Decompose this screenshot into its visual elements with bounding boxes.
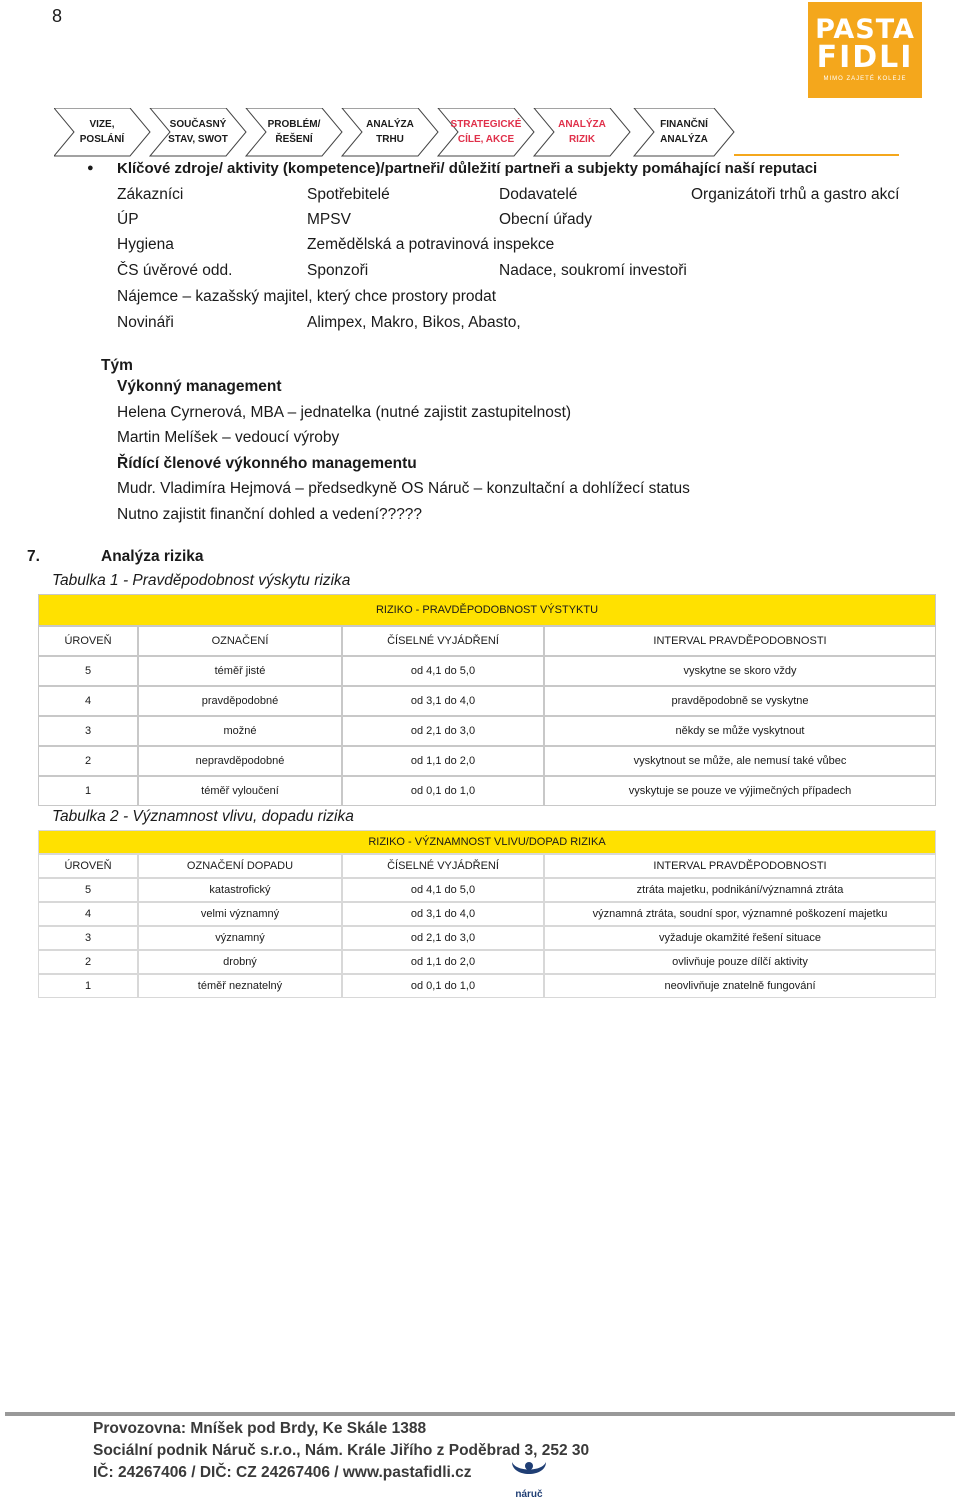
nav-step-financni-analyza[interactable] xyxy=(644,108,724,156)
footer-address-2: Sociální podnik Náruč s.r.o., Nám. Krále Jiřího z Poděbrad 3, 252 30 xyxy=(93,1442,590,1459)
partner-cell: Novináři xyxy=(117,314,174,331)
table-row xyxy=(38,686,936,716)
table-cell: 3 xyxy=(38,926,138,950)
table-cell: nepravděpodobné xyxy=(138,746,342,776)
partner-cell: ÚP xyxy=(117,211,139,228)
table-cell: od 4,1 do 5,0 xyxy=(342,878,544,902)
partner-cell: Zemědělská a potravinová inspekce xyxy=(307,236,555,253)
exec-management-title: Výkonný management xyxy=(117,378,282,395)
partner-cell: Hygiena xyxy=(117,236,174,253)
table-row xyxy=(38,974,936,998)
table-cell: od 0,1 do 1,0 xyxy=(342,776,544,806)
nav-step-strategicke-cile-line2: CÍLE, AKCE xyxy=(457,134,515,145)
nav-step-problem-line1: PROBLÉM/ xyxy=(267,119,321,130)
table-cell: od 3,1 do 4,0 xyxy=(342,902,544,926)
nav-step-strategicke-cile-line1: STRATEGICKÉ xyxy=(450,119,522,130)
nav-step-analyza-trhu[interactable] xyxy=(350,108,430,156)
table-cell: pravděpodobné xyxy=(138,686,342,716)
team-title: Tým xyxy=(101,357,133,374)
page-number: 8 xyxy=(52,6,63,26)
table-cell: vyskytuje se pouze ve výjimečných případech xyxy=(544,776,936,806)
nav-step-analyza-rizik-line2: RIZIK xyxy=(568,134,596,145)
table-cell: drobný xyxy=(138,950,342,974)
nav-step-analyza-trhu-line2: TRHU xyxy=(376,134,404,145)
logo-tagline: MIMO ZAJETÉ KOLEJE xyxy=(823,76,907,82)
table-cell: 2 xyxy=(38,746,138,776)
exec-member: Martin Melíšek – vedoucí výroby xyxy=(117,429,340,446)
nav-step-vize-line1: VIZE, xyxy=(89,119,115,130)
column-header: OZNAČENÍ DOPADU xyxy=(138,854,342,878)
logo-line-1: PASTA xyxy=(815,14,915,45)
footer-ids: IČ: 24267406 / DIČ: CZ 24267406 / www.pastafidli.cz xyxy=(93,1464,472,1481)
impact-table xyxy=(38,830,936,998)
column-header: ÚROVEŇ xyxy=(38,854,138,878)
column-header: ČÍSELNÉ VYJÁDŘENÍ xyxy=(342,854,544,878)
nav-step-problem[interactable] xyxy=(254,108,334,156)
board-member: Mudr. Vladimíra Hejmová – předsedkyně OS Náruč – konzultační a dohlížecí status xyxy=(117,480,690,497)
partner-cell: Dodavatelé xyxy=(499,186,578,203)
column-header: OZNAČENÍ xyxy=(138,626,342,656)
board-title: Řídící členové výkonného managementu xyxy=(117,455,417,472)
column-header: ČÍSELNÉ VYJÁDŘENÍ xyxy=(342,626,544,656)
table-cell: 5 xyxy=(38,656,138,686)
table-row xyxy=(38,776,936,806)
table-cell: významná ztráta, soudní spor, významné poškození majetku xyxy=(544,902,936,926)
column-header: INTERVAL PRAVDĚPODOBNOSTI xyxy=(544,626,936,656)
table-row xyxy=(38,902,936,926)
table-cell: 4 xyxy=(38,686,138,716)
partner-cell: Zákazníci xyxy=(117,186,184,203)
table-cell: vyžaduje okamžité řešení situace xyxy=(544,926,936,950)
partners-heading: Klíčové zdroje/ aktivity (kompetence)/partneři/ důležití partneři a subjekty pomáhající naší reputaci xyxy=(117,160,818,177)
table-cell: katastrofický xyxy=(138,878,342,902)
column-header: INTERVAL PRAVDĚPODOBNOSTI xyxy=(544,854,936,878)
board-note: Nutno zajistit finanční dohled a vedení????? xyxy=(117,506,423,523)
nav-step-analyza-rizik[interactable] xyxy=(542,108,622,156)
table-cell: od 1,1 do 2,0 xyxy=(342,746,544,776)
table-cell: velmi významný xyxy=(138,902,342,926)
nav-step-vize-line2: POSLÁNÍ xyxy=(79,134,125,145)
exec-member: Helena Cyrnerová, MBA – jednatelka (nutné zajistit zastupitelnost) xyxy=(117,404,572,421)
table-cell: 1 xyxy=(38,776,138,806)
footer-divider xyxy=(5,1412,955,1416)
nav-step-analyza-trhu-line1: ANALÝZA xyxy=(366,119,414,130)
table2-caption: Tabulka 2 - Významnost vlivu, dopadu rizika xyxy=(52,808,354,825)
partner-najemce: Nájemce – kazašský majitel, který chce prostory prodat xyxy=(117,288,497,305)
table-cell: od 2,1 do 3,0 xyxy=(342,926,544,950)
nav-step-soucasny-stav-line1: SOUČASNÝ xyxy=(169,119,227,130)
table-cell: od 3,1 do 4,0 xyxy=(342,686,544,716)
table-row xyxy=(38,746,936,776)
table-header: RIZIKO - PRAVDĚPODOBNOST VÝSTYKTU xyxy=(38,594,936,626)
nav-step-analyza-rizik-line1: ANALÝZA xyxy=(558,119,606,130)
table-cell: téměř neznatelný xyxy=(138,974,342,998)
table-cell: 4 xyxy=(38,902,138,926)
table-cell: téměř vyloučení xyxy=(138,776,342,806)
naruc-logo-text: náruč xyxy=(515,1489,543,1500)
table-cell: 5 xyxy=(38,878,138,902)
naruc-logo-icon xyxy=(508,1460,550,1500)
footer-address-1: Provozovna: Mníšek pod Brdy, Ke Skále 1388 xyxy=(93,1420,427,1437)
table-cell: 2 xyxy=(38,950,138,974)
partner-cell: Sponzoři xyxy=(307,262,369,279)
logo-line-2: FIDLI xyxy=(816,40,914,75)
nav-step-soucasny-stav-line2: STAV, SWOT xyxy=(168,134,228,145)
table-cell: téměř jisté xyxy=(138,656,342,686)
table-cell: vyskytne se skoro vždy xyxy=(544,656,936,686)
partner-cell: Alimpex, Makro, Bikos, Abasto, xyxy=(307,314,521,331)
section-number: 7. xyxy=(27,548,40,565)
table-cell: možné xyxy=(138,716,342,746)
table-cell: 3 xyxy=(38,716,138,746)
table-cell: vyskytnout se může, ale nemusí také vůbec xyxy=(544,746,936,776)
column-header: ÚROVEŇ xyxy=(38,626,138,656)
partner-cell: Spotřebitelé xyxy=(307,186,390,203)
table-row xyxy=(38,878,936,902)
nav-step-strategicke-cile[interactable] xyxy=(446,108,526,156)
table-cell: od 2,1 do 3,0 xyxy=(342,716,544,746)
table-cell: někdy se může vyskytnout xyxy=(544,716,936,746)
pasta-fidli-logo xyxy=(808,2,922,98)
probability-table xyxy=(38,594,936,806)
process-nav xyxy=(54,108,899,156)
table-cell: od 0,1 do 1,0 xyxy=(342,974,544,998)
table-cell: ovlivňuje pouze dílčí aktivity xyxy=(544,950,936,974)
table-cell: 1 xyxy=(38,974,138,998)
bullet-icon: ● xyxy=(87,162,94,174)
partner-cell: MPSV xyxy=(307,211,351,228)
nav-step-soucasny-stav[interactable] xyxy=(158,108,238,156)
table-row xyxy=(38,950,936,974)
table-row xyxy=(38,926,936,950)
table-cell: od 4,1 do 5,0 xyxy=(342,656,544,686)
table-cell: od 1,1 do 2,0 xyxy=(342,950,544,974)
partner-cell: Nadace, soukromí investoři xyxy=(499,262,687,279)
table-row xyxy=(38,656,936,686)
table-header: RIZIKO - VÝZNAMNOST VLIVU/DOPAD RIZIKA xyxy=(38,830,936,854)
table-cell: ztráta majetku, podnikání/významná ztráta xyxy=(544,878,936,902)
naruc-logo-shape xyxy=(508,1460,550,1484)
nav-step-financni-analyza-line1: FINANČNÍ xyxy=(660,119,708,130)
partner-cell: ČS úvěrové odd. xyxy=(117,262,233,279)
table-row xyxy=(38,716,936,746)
nav-step-problem-line2: ŘEŠENÍ xyxy=(275,134,313,145)
partner-cell: Organizátoři trhů a gastro akcí xyxy=(691,186,900,203)
nav-step-financni-analyza-line2: ANALÝZA xyxy=(660,134,708,145)
table1-caption: Tabulka 1 - Pravděpodobnost výskytu rizika xyxy=(52,572,351,589)
table-cell: významný xyxy=(138,926,342,950)
partner-cell: Obecní úřady xyxy=(499,211,593,228)
nav-step-vize[interactable] xyxy=(62,108,142,156)
table-cell: pravděpodobně se vyskytne xyxy=(544,686,936,716)
section-title: Analýza rizika xyxy=(101,548,204,565)
table-cell: neovlivňuje znatelně fungování xyxy=(544,974,936,998)
